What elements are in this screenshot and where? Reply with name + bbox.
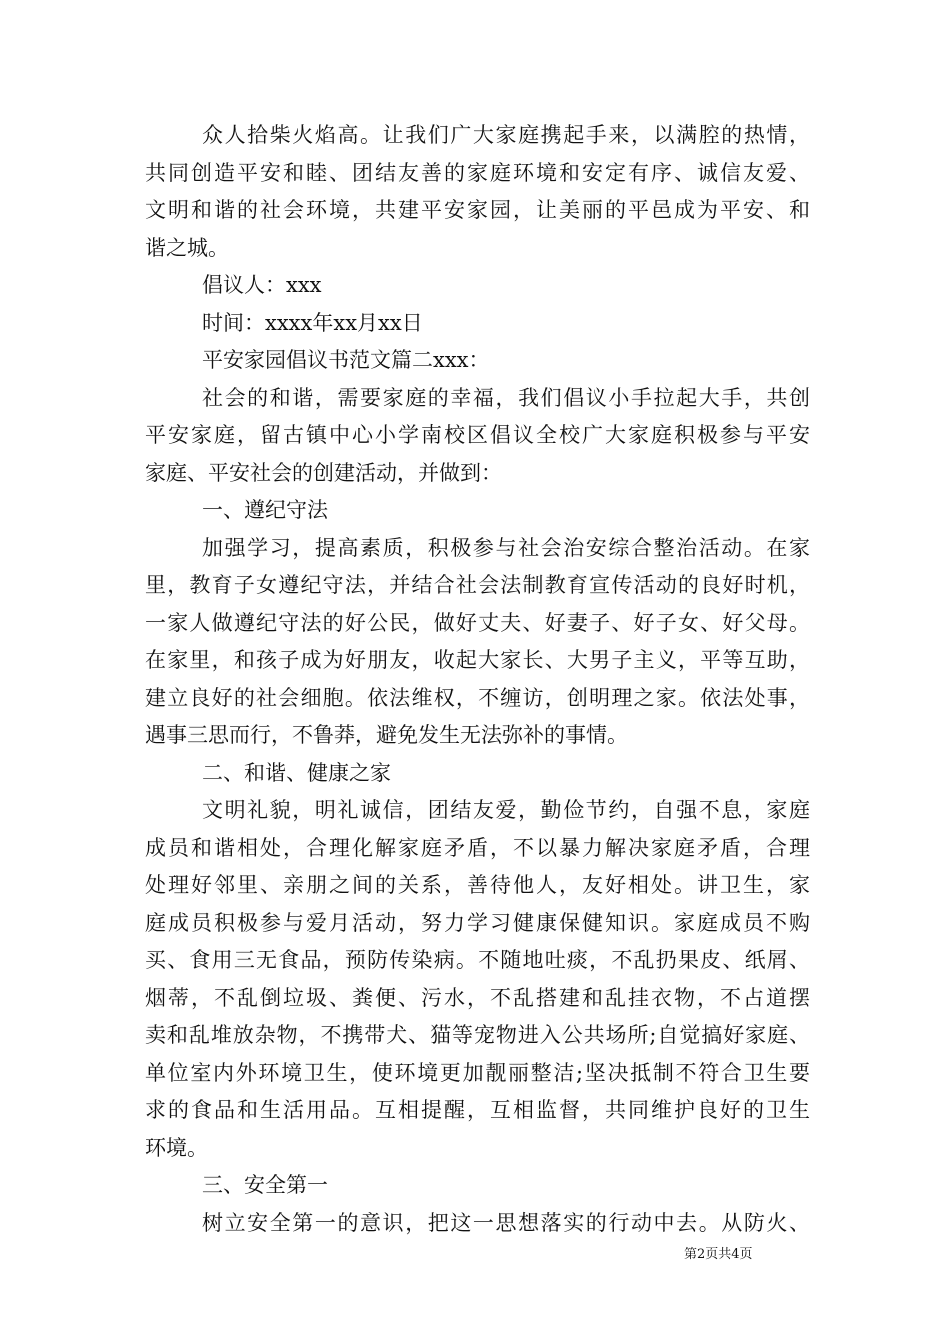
text-line: 家庭、平安社会的创建活动，并做到： <box>145 460 502 485</box>
text-line: 买、食用三无食品，预防传染病。不随地吐痰，不乱扔果皮、纸屑、 <box>145 948 810 972</box>
text-line: 庭成员积极参与爱月活动，努力学习健康保健知识。家庭成员不购 <box>145 910 810 935</box>
text-line: 成员和谐相处，合理化解家庭矛盾，不以暴力解决家庭矛盾，合理 <box>145 835 810 860</box>
text-line: 社会的和谐，需要家庭的幸福，我们倡议小手拉起大手，共创 <box>202 385 810 410</box>
text-line: 加强学习，提高素质，积极参与社会治安综合整治活动。在家 <box>202 535 810 560</box>
text-line: 平安家园倡议书范文篇二xxx： <box>202 348 490 372</box>
text-line: 文明礼貌，明礼诚信，团结友爱，勤俭节约，自强不息，家庭 <box>202 798 810 822</box>
text-line: 文明和谐的社会环境，共建平安家园，让美丽的平邑成为平安、和 <box>145 198 810 222</box>
text-line: 树立安全第一的意识，把这一思想落实的行动中去。从防火、 <box>202 1210 810 1235</box>
text-line: 谐之城。 <box>145 235 229 260</box>
text-line: 倡议人：xxx <box>202 273 322 297</box>
text-line: 单位室内外环境卫生，使环境更加靓丽整洁;坚决抵制不符合卫生要 <box>145 1060 810 1085</box>
text-line: 三、安全第一 <box>202 1173 328 1197</box>
text-line: 时间：xxxx年xx月xx日 <box>202 310 423 335</box>
text-line: 共同创造平安和睦、团结友善的家庭环境和安定有序、诚信友爱、 <box>145 160 810 185</box>
text-line: 平安家庭，留古镇中心小学南校区倡议全校广大家庭积极参与平安 <box>145 423 810 447</box>
page-number-footer: 第2页共4页 <box>684 1247 753 1262</box>
text-line: 建立良好的社会细胞。依法维权，不缠访，创明理之家。依法处事， <box>145 685 810 710</box>
text-line: 在家里，和孩子成为好朋友，收起大家长、大男子主义，平等互助， <box>145 648 810 672</box>
text-line: 环境。 <box>145 1135 208 1160</box>
text-line: 众人拾柴火焰高。让我们广大家庭携起手来，以满腔的热情， <box>202 123 810 147</box>
text-line: 求的食品和生活用品。互相提醒，互相监督，共同维护良好的卫生 <box>145 1098 810 1122</box>
text-line: 卖和乱堆放杂物，不携带犬、猫等宠物进入公共场所;自觉搞好家庭、 <box>145 1023 810 1047</box>
text-line: 一家人做遵纪守法的好公民，做好丈夫、好妻子、好子女、好父母。 <box>145 610 810 635</box>
text-line: 处理好邻里、亲朋之间的关系，善待他人，友好相处。讲卫生，家 <box>145 873 810 897</box>
text-line: 里，教育子女遵纪守法，并结合社会法制教育宣传活动的良好时机， <box>145 573 810 597</box>
text-line: 二、和谐、健康之家 <box>202 760 391 785</box>
text-line: 遇事三思而行，不鲁莽，避免发生无法弥补的事情。 <box>145 723 628 747</box>
text-line: 烟蒂，不乱倒垃圾、粪便、污水，不乱搭建和乱挂衣物，不占道摆 <box>145 985 810 1010</box>
text-line: 一、遵纪守法 <box>202 498 328 522</box>
document-body <box>145 117 810 1242</box>
